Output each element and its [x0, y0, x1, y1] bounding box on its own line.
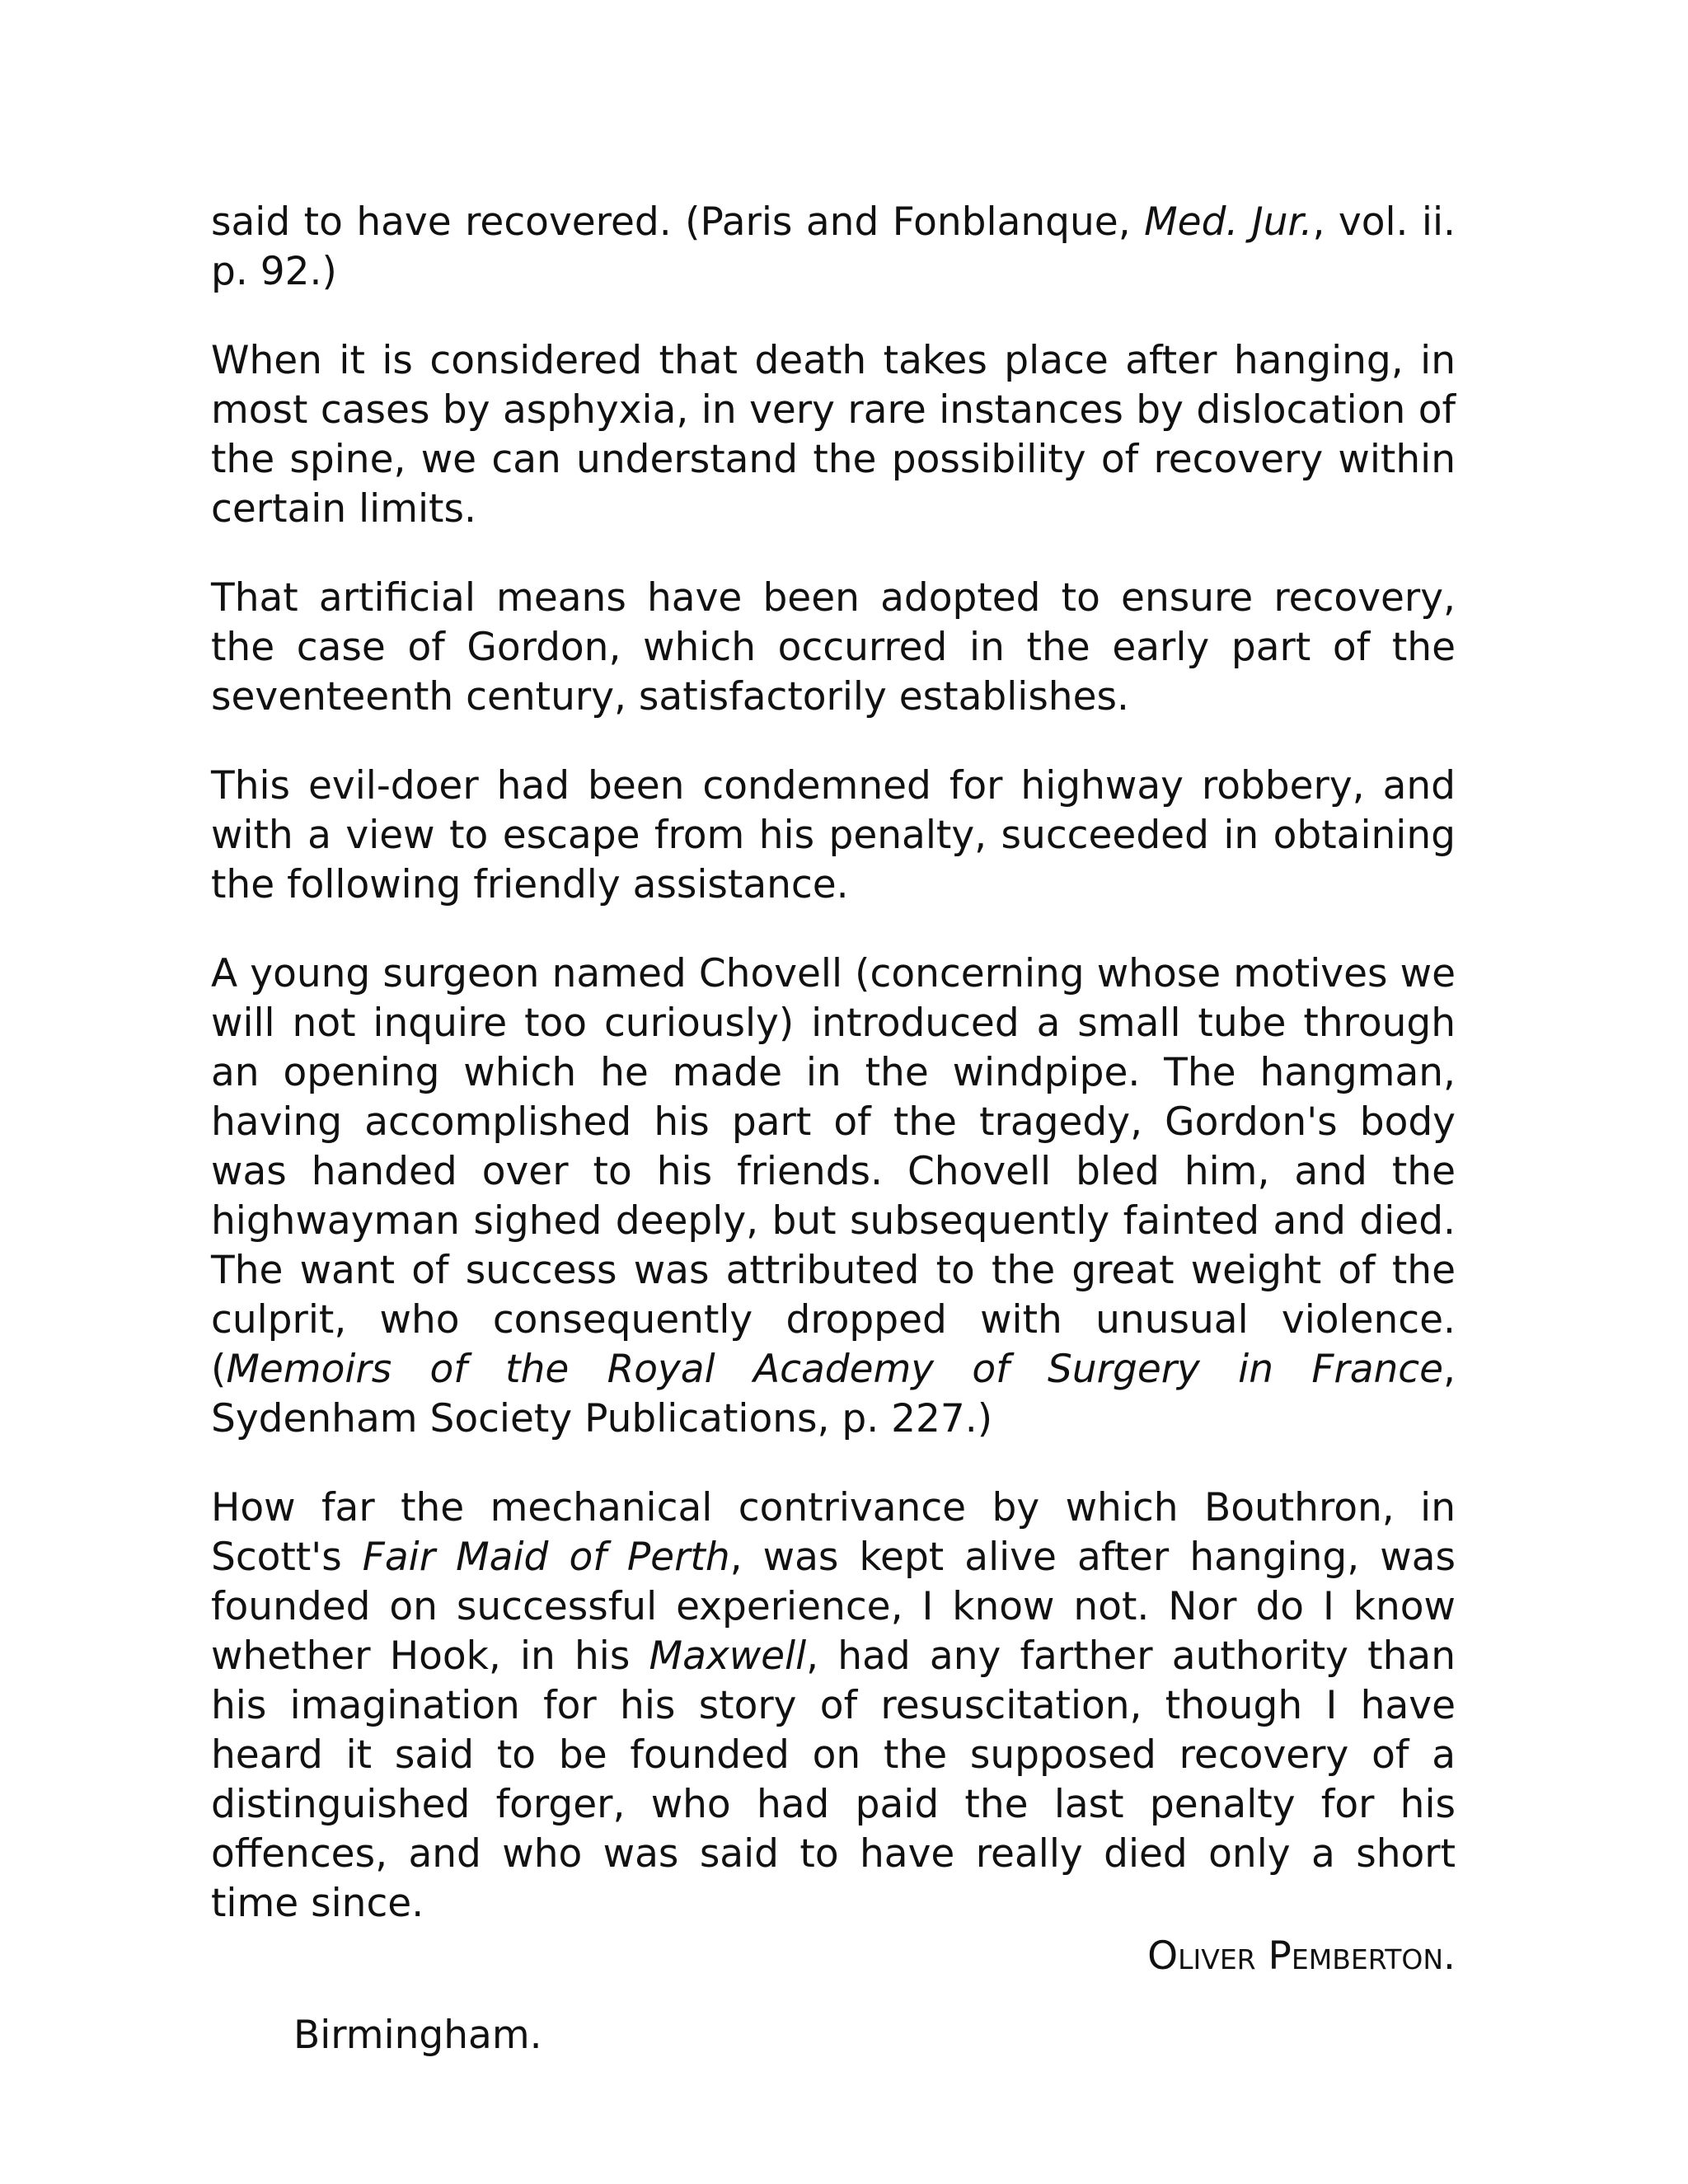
italic-title-maxwell: Maxwell	[649, 1633, 807, 1679]
text-segment: , had any farther authority than his imagination for his story of resuscitation, though I have heard it said to be founded on the supposed recovery of a distinguished forger, who had paid the last penalty for his offences, and who was said to have really died only a short time since.	[211, 1633, 1456, 1926]
paragraph-chovell	[211, 949, 1456, 1444]
text-segment: , Sydenham Society Publications, p. 227.)	[211, 1347, 1456, 1441]
place-line: Birmingham.	[293, 2013, 542, 2058]
italic-title-memoirs: Memoirs of the Royal Academy of Surgery in France	[226, 1347, 1444, 1392]
text-segment: , was kept alive after hanging, was founded on successful experience, I know not. Nor do I know whether Hook, in his	[211, 1535, 1456, 1679]
document-page	[211, 198, 1456, 2060]
text-segment: That artificial means have been adopted to ensure recovery, the case of Gordon, which occurred in the early part of the seventeenth century, satisfactorily establishes.	[211, 575, 1456, 719]
paragraph-bouthron	[211, 1483, 1456, 1929]
italic-title-fair-maid: Fair Maid of Perth	[362, 1535, 730, 1580]
paragraph-evil-doer	[211, 762, 1456, 910]
paragraph-asphyxia	[211, 336, 1456, 534]
text-segment: How far the mechanical contrivance by which Bouthron, in Scott's	[211, 1485, 1456, 1580]
author-signature: Oliver Pemberton.	[1147, 1933, 1456, 1979]
text-segment: This evil-doer had been condemned for highway robbery, and with a view to escape from his penalty, succeeded in obtaining the following friendly assistance.	[211, 763, 1456, 907]
paragraph-gordon-case	[211, 574, 1456, 722]
text-segment: When it is considered that death takes place after hanging, in most cases by asphyxia, in very rare instances by dislocation of the spine, we can understand the possibility of recovery within certain limits.	[211, 338, 1456, 532]
paragraph-recovered-citation	[211, 198, 1456, 297]
text-segment: said to have recovered. (Paris and Fonblanque,	[211, 199, 1145, 245]
text-segment: A young surgeon named Chovell (concerning whose motives we will not inquire too curiously) introduced a small tube through an opening which he made in the windpipe. The hangman, having accomplished his part of the tragedy, Gordon's body was handed over to his friends. Chovell bled him, and the highwayman sighed deeply, but subsequently fainted and died. The want of success was attributed to the great weight of the culprit, who consequently dropped with unusual violence. (	[211, 951, 1456, 1392]
italic-title-med-jur: Med. Jur.	[1144, 199, 1313, 245]
text-segment: , vol. ii. p. 92.)	[211, 199, 1456, 294]
